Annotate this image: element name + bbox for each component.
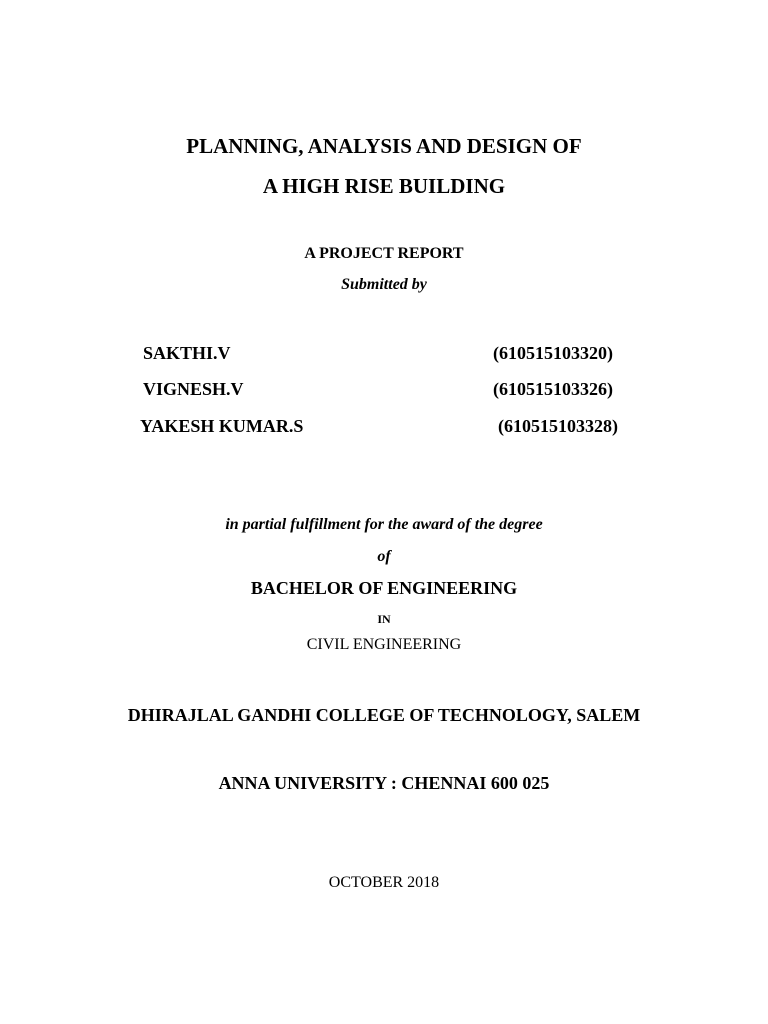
degree-name: BACHELOR OF ENGINEERING <box>250 578 518 598</box>
college-name: DHIRAJLAL GANDHI COLLEGE OF TECHNOLOGY, SALEM <box>127 705 641 725</box>
student-register-number: (610515103328) <box>498 416 618 436</box>
student-name: VIGNESH.V <box>143 379 244 399</box>
fulfillment-statement: in partial fulfillment for the award of the degree <box>225 516 543 533</box>
student-register-number: (610515103326) <box>493 379 613 399</box>
in-label: IN <box>377 612 391 626</box>
branch-name: CIVIL ENGINEERING <box>306 636 462 653</box>
student-name: SAKTHI.V <box>143 343 231 363</box>
submission-date: OCTOBER 2018 <box>328 874 440 891</box>
of-label: of <box>377 548 391 565</box>
report-title-line-1: PLANNING, ANALYSIS AND DESIGN OF <box>186 134 582 158</box>
university-name: ANNA UNIVERSITY : CHENNAI 600 025 <box>218 773 550 793</box>
student-register-number: (610515103320) <box>493 343 613 363</box>
submitted-by-label: Submitted by <box>341 276 427 293</box>
student-name: YAKESH KUMAR.S <box>140 416 304 436</box>
report-type: A PROJECT REPORT <box>304 245 464 262</box>
report-title-line-2: A HIGH RISE BUILDING <box>262 174 506 198</box>
